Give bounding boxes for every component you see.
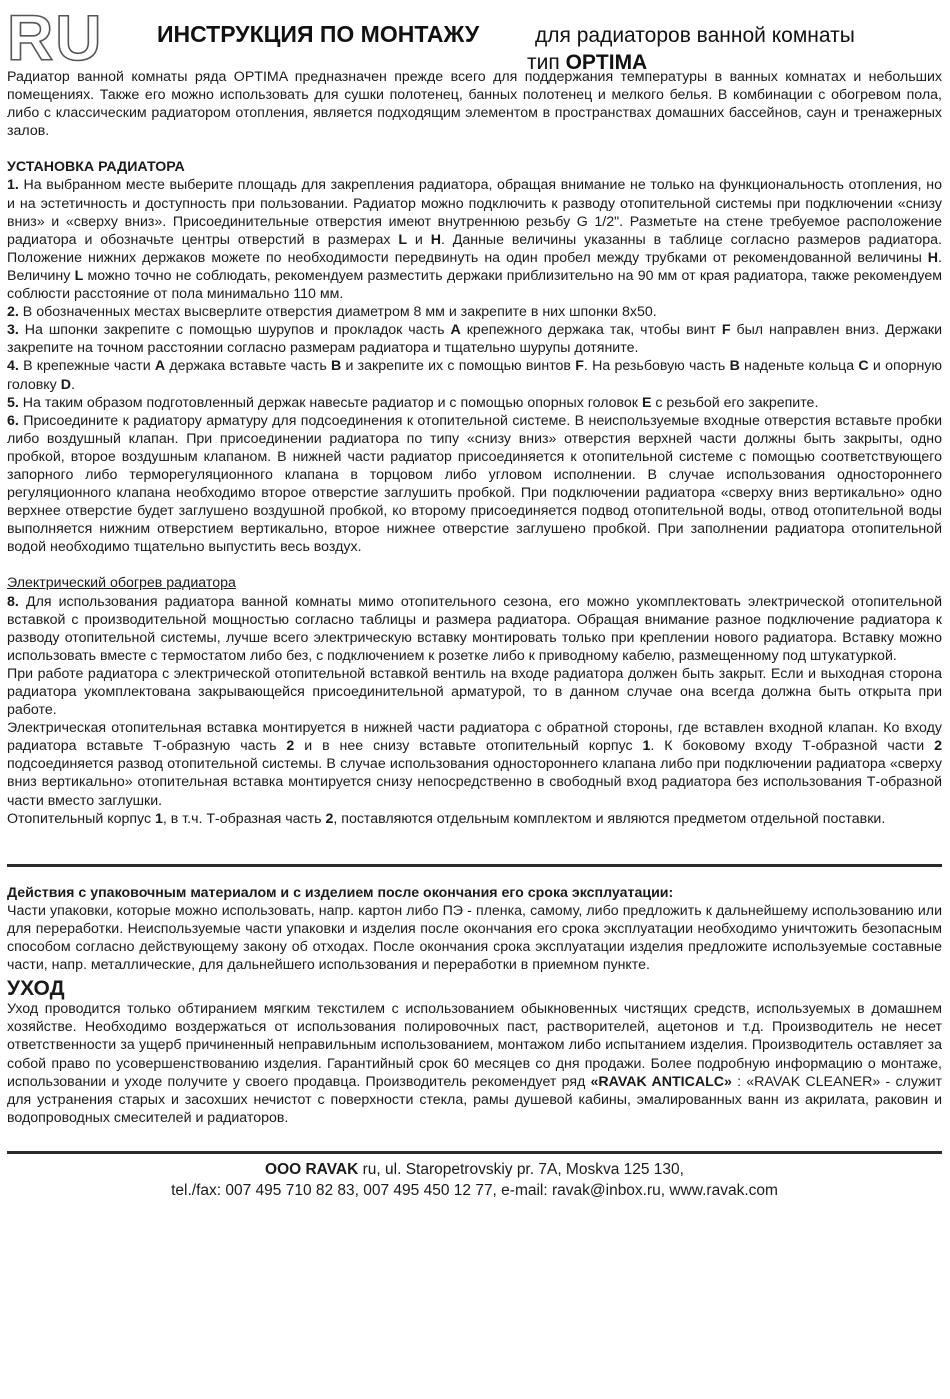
electric-paragraph-4: Отопительный корпус 1, в т.ч. Т-образная часть 2, поставляются отдельным комплектом и являются предметом отдельной поставки. bbox=[7, 810, 886, 827]
product-name: OPTIMA bbox=[565, 51, 648, 74]
language-code: RU bbox=[7, 2, 104, 74]
electric-heading: Электрический обогрев радиатора bbox=[7, 575, 236, 592]
company-name: OOO RAVAK bbox=[265, 1160, 359, 1178]
anticalc-product: «RAVAK ANTICALC» bbox=[590, 1073, 732, 1090]
intro-paragraph: Радиатор ванной комнаты ряда OPTIMA предназначен прежде всего для поддержания температуры в ванных комнатах и небольших помещениях. Также его можно использовать для сушки полотенец, банных полотенец и мелкого белья. В комбинации с обогревом пола, либо с классическим радиатором отопления, является подходящим элементом в пространствах домашних бассейнов, саун и тренажерных залов. bbox=[7, 69, 942, 140]
footer-contacts: tel./fax: 007 495 710 82 83, 007 495 450 12 77, e-mail: ravak@inbox.ru, www.ravak.com bbox=[171, 1181, 778, 1199]
page-title: ИНСТРУКЦИЯ ПО МОНТАЖУ bbox=[157, 21, 480, 47]
install-step-2: 2. В обозначенных местах высверлите отверстия диаметром 8 мм и закрепите в них шпонки 8x50. bbox=[7, 304, 657, 321]
care-heading: УХОД bbox=[7, 977, 65, 1001]
page-header bbox=[7, 2, 942, 74]
disposal-paragraph: Части упаковки, которые можно использовать, напр. картон либо ПЭ - пленка, самому, либо предложить к дальнейшему использованию или для переработки. Неиспользуемые части упаковки и изделия после окончания его срока эксплуатации необходимо уничтожить безопасным способом согласно действующему закону об отходах. После окончания срока эксплуатации изделия предложите используемые составные части, напр. металлические, для дальнейшего использования и переработки в приемном пункте. bbox=[7, 902, 942, 974]
page-subtitle: для радиаторов ванной комнаты bbox=[535, 24, 855, 47]
disposal-heading: Действия с упаковочным материалом и с изделием после окончания его срока эксплуатации: bbox=[7, 884, 674, 901]
footer-address: OOO RAVAK ru, ul. Staropetrovskiy pr. 7A, Moskva 125 130, bbox=[265, 1160, 684, 1178]
company-footer bbox=[7, 1159, 942, 1201]
install-step-6: 6. Присоедините к радиатору арматуру для подсоединения к отопительной системе. В неиспользуемые входные отверстия вставьте пробки либо воздушный клапан. При присоединении радиатора по типу «снизу вниз» отверстия верхней части должны быть закрыты, одно пробкой, второе воздушным клапаном. В нижней части радиатор присоединяется к отопительной системе с помощью соответствующего запорного либо терморегуляционного клапана в торцовом либо угловом исполнении. В случае использования одностороннего регуляционного клапана необходимо второе отверстие заглушить пробкой. При подключении радиатора «сверху вниз вертикально» одно верхнее отверстие будет заглушено воздушной пробкой, ко второму присоединяется подвод отопительной воды, отвод отопительной воды выполняется нижним отверстием вертикально, второе нижнее отверстие заглушено пробкой. При заполнении радиатора отопительной водой необходимо тщательно выпустить весь воздух. bbox=[7, 412, 942, 556]
install-step-4: 4. В крепежные части A держака вставьте часть B и закрепите их с помощью винтов F. На резьбовую часть B наденьте кольца C и опорную головку D. bbox=[7, 358, 943, 393]
care-paragraph: Уход проводится только обтиранием мягким текстилем с использованием обыкновенных чистящих средств, используемых в домашнем хозяйстве. Необходимо воздержаться от использования полировочных паст, растворителей, ацетонов и т.д. Производитель не несет ответственности за ущерб причиненный неправильным использованием, монтажом либо испытанием изделия. Производитель оставляет за собой право по усовершенствованию изделия. Гарантийный срок 60 месяцев со дня продажи. Более подробную информацию о монтаже, использовании и уходе получите у своего продавца. Производитель рекомендует ряд «RAVAK ANTICALC» : «RAVAK CLEANER» - служит для устранения старых и засохших нечистот с поверхности стекла, рамы душевой кабины, эмалированных ванн из акрилата, раковин и водопроводных смесителей и радиаторов. bbox=[7, 1001, 943, 1126]
electric-paragraph-3: Электрическая отопительная вставка монтируется в нижней части радиатора с обратной стороны, где вставлен входной клапан. Ко входу радиатора вставьте Т-образную часть 2 и в нее снизу вставьте отопительный корпус 1. К боковому входу Т-образной части 2 подсоединяется развод отопительной системы. В случае использования одностороннего клапана либо при подключении радиатора «сверху вниз вертикально» отопительная вставка монтируется снизу непосредственно в свободный вход радиатора без использования Т-образной части вместо заглушки. bbox=[7, 720, 943, 809]
product-type: тип OPTIMA bbox=[527, 51, 648, 74]
electric-step-8: 8. Для использования радиатора ванной комнаты мимо отопительного сезона, его можно укомплектовать электрической отопительной вставкой с производительной мощностью согласно таблицы и размера радиатора. Обращая внимание разное подключение радиатора к разводу отопительной системы, лучше всего электрическую вставку монтировать только при креплении нового радиатора. Вставку можно использовать вместе с термостатом либо без, с подключением к розетке либо к приводному кабелю, размещенному под штукатуркой. bbox=[7, 593, 942, 664]
install-step-1: 1. На выбранном месте выберите площадь для закрепления радиатора, обращая внимание не только на функциональность отопления, но и на эстетичность и доступность при пользовании. Радиатор можно подключить к разводу отопительной системы при подключении «снизу вниз» и «сверху вниз». Присоединительные отверстия имеют внутреннюю резьбу G 1/2". Разметьте на стене требуемое расположение радиатора и обозначьте центры отверстий в размерах L и H. Данные величины указанны в таблице согласно размеров радиатора. Положение нижних держаков можете по необходимости передвинуть на один пробел между трубками от рекомендованной величины H. Величину L можно точно не соблюдать, рекомендуем разместить держаки приблизительно на 90 мм от края радиатора, также рекомендуем соблюсти расстояние от пола минимально 110 мм. bbox=[7, 177, 942, 303]
install-step-3: 3. На шпонки закрепите с помощью шурупов и прокладок часть A крепежного держака так, чтобы винт F был направлен вниз. Держаки закрепите на точном расстоянии согласно размерам радиатора и тщательно шурупы дотяните. bbox=[7, 322, 942, 357]
electric-paragraph-2: При работе радиатора с электрической отопительной вставкой вентиль на входе радиатора должен быть закрыт. Если и выходная сторона радиатора укомплектована закрывающейся присоединительной арматурой, то в данном случае она всегда должна быть открыта при работе. bbox=[7, 665, 942, 719]
install-heading: УСТАНОВКА РАДИАТОРА bbox=[7, 159, 185, 176]
install-step-5: 5. На таким образом подготовленный держак навесьте радиатор и с помощью опорных головок E с резьбой его закрепите. bbox=[7, 394, 819, 411]
